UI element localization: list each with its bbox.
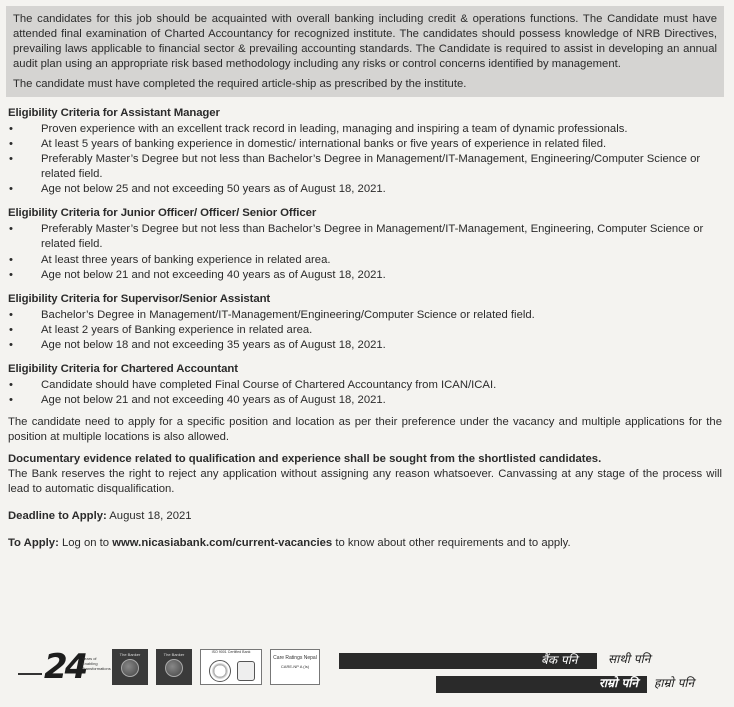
list-item: • Age not below 25 and not exceeding 50 years as of August 18, 2021.	[8, 182, 722, 197]
intro-paragraph: The candidates for this job should be acquainted with overall banking including credit & operations functions. The Candidate must have attended final examination of Charted Accountancy for recognized institute. The candidates should possess knowledge of NRB Directives, prevailing laws applicable to financial sector & prevailing accounting standards. The Candidate is required to assist in developing an annual audit plan using an appropriate risk based methodology including any risks or control concerns identified by management.	[13, 13, 717, 71]
anniversary-number: 24	[44, 647, 86, 687]
criteria-officer	[6, 206, 724, 282]
award-caption: The Banker	[119, 652, 141, 657]
to-apply	[8, 536, 722, 551]
list-item: • At least 5 years of banking experience in domestic/ international banks or five years of experience in related filed.	[8, 137, 722, 152]
list-item: • Age not below 21 and not exceeding 40 years as of August 18, 2021.	[8, 393, 722, 408]
list-item: • Preferably Master’s Degree but not less than Bachelor’s Degree in Management/IT-Management, Engineering, Computer Science or related field.	[8, 222, 722, 252]
list-item: • At least three years of banking experience in related area.	[8, 253, 722, 268]
badge-row	[18, 648, 320, 686]
list-item: • Candidate should have completed Final Course of Chartered Accountancy from ICAN/ICAI.	[8, 378, 722, 393]
tagline-good: राम्रो पनि	[599, 676, 639, 690]
apply-note: The candidate need to apply for a specific position and location as per their preference under the vacancy and multiple applications for the position at multiple locations is also allowed.	[8, 415, 722, 443]
criteria-chartered-accountant	[6, 362, 724, 551]
section-title: Eligibility Criteria for Supervisor/Senior Assistant	[8, 292, 271, 305]
list-item: • Age not below 21 and not exceeding 40 years as of August 18, 2021.	[8, 268, 722, 283]
tagline-bank: बैंक पनि	[541, 653, 578, 667]
care-ratings-badge	[270, 649, 320, 685]
banker-award-badge	[112, 649, 148, 685]
criteria-supervisor	[6, 292, 724, 353]
list-item: • Proven experience with an excellent track record in leading, managing and inspiring a team of dynamic professionals.	[8, 122, 722, 137]
intro-article-ship: The candidate must have completed the required article-ship as prescribed by the institute.	[13, 78, 467, 91]
section-title: Eligibility Criteria for Assistant Manager	[8, 107, 220, 120]
section-title: Eligibility Criteria for Junior Officer/ Officer/ Senior Officer	[8, 207, 317, 220]
tagline-friend: साथी पनि	[608, 652, 651, 666]
to-apply-label: To Apply:	[8, 537, 59, 550]
deadline-value: August 18, 2021	[109, 510, 192, 522]
criteria-assistant-manager	[6, 106, 724, 197]
reserve-note: The Bank reserves the right to reject any application without assigning any reason whatsoever. Canvassing at any stage of the process will lead to automatic disqualification.	[8, 467, 722, 495]
iso-certification-badge	[200, 649, 262, 685]
anniversary-caption: Years of Enabling Transformations	[82, 656, 111, 671]
documentary-note	[8, 452, 722, 497]
documentary-evidence: Documentary evidence related to qualification and experience shall be sought from the shortlisted candidates.	[8, 452, 602, 465]
to-apply-post: to know about other requirements and to apply.	[335, 537, 571, 550]
care-caption: Care Ratings Nepal	[273, 655, 317, 661]
intro-box	[6, 6, 724, 97]
footer-banner	[6, 648, 724, 700]
banker-award-badge	[156, 649, 192, 685]
list-item: • Preferably Master’s Degree but not less than Bachelor’s Degree in Management/IT-Management, Engineering/Computer Science or related field.	[8, 152, 722, 182]
globe-icon	[121, 659, 139, 677]
globe-icon	[165, 659, 183, 677]
to-apply-pre: Log on to	[61, 537, 110, 550]
section-title: Eligibility Criteria for Chartered Accountant	[8, 362, 238, 375]
certification-mark-icon	[237, 661, 255, 681]
award-caption: The Banker	[163, 652, 185, 657]
tagline-bar-bottom	[436, 676, 598, 693]
care-rating: CARE-NP A (Is)	[280, 664, 310, 670]
anniversary-logo	[18, 647, 111, 687]
deadline-label: Deadline to Apply:	[8, 510, 107, 522]
list-item: • Bachelor’s Degree in Management/IT-Management/Engineering/Computer Science or related field.	[8, 308, 722, 323]
tagline-ours: हाम्रो पनि	[654, 676, 695, 690]
vacancy-link[interactable]: www.nicasiabank.com/current-vacancies	[112, 537, 333, 550]
iso-seal-icon	[209, 660, 231, 682]
list-item: • Age not below 18 and not exceeding 35 years as of August 18, 2021.	[8, 338, 722, 353]
iso-caption: ISO 9001 Certified Bank	[211, 650, 251, 654]
deadline	[8, 509, 722, 524]
list-item: • At least 2 years of Banking experience in related area.	[8, 323, 722, 338]
